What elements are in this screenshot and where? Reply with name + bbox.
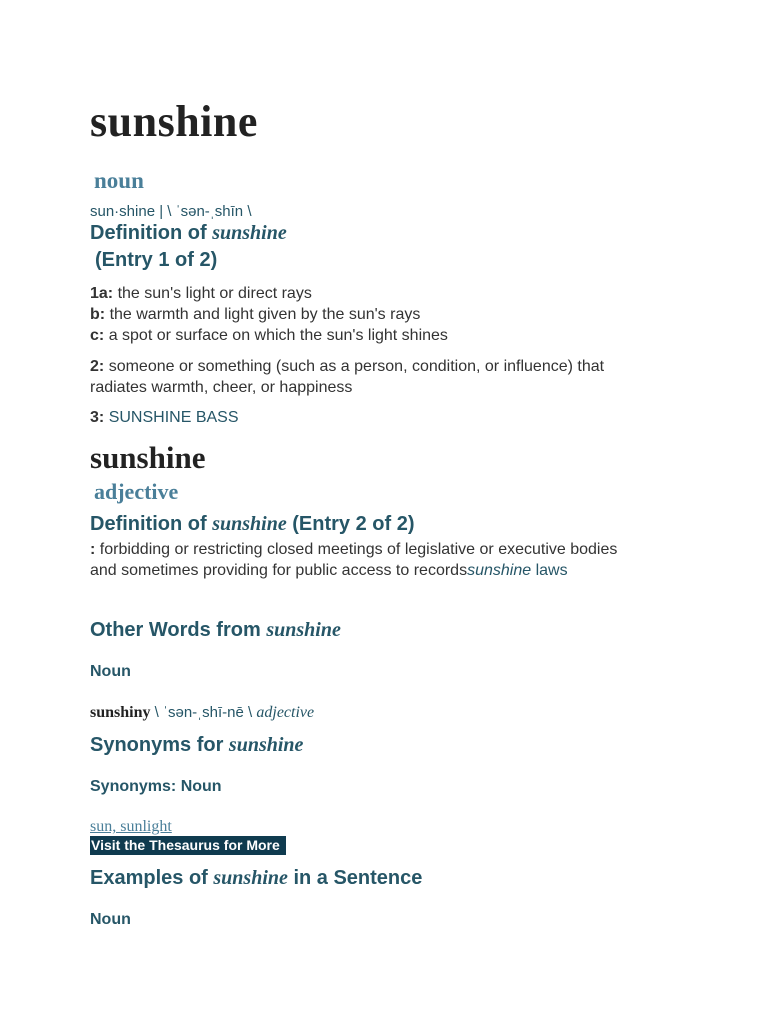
sense-1c	[90, 325, 448, 346]
sense-text: the sun's light or direct rays	[117, 285, 312, 302]
sense-num: 2:	[90, 358, 105, 375]
other-words-heading	[90, 619, 341, 642]
definition-label: Definition of	[90, 222, 207, 244]
adjective-definition	[90, 539, 617, 581]
sense-list	[90, 283, 448, 346]
syllables: sun·shine	[90, 203, 156, 220]
example-rest: laws	[535, 562, 568, 579]
examples-heading	[90, 867, 422, 890]
sense-1b	[90, 304, 448, 325]
sense-num: b:	[90, 306, 106, 323]
entry-number-2: (Entry 2 of 2)	[292, 513, 415, 535]
sense-text: a spot or surface on which the sun's light shines	[108, 327, 448, 344]
sense-2	[90, 356, 604, 398]
derived-word-line	[90, 704, 314, 722]
sense-text: someone or something (such as a person, condition, or influence) that	[108, 358, 605, 375]
headword: sunshine	[90, 97, 258, 146]
derived-pronunciation[interactable]: \ ˈsən-ˌshī-nē \	[154, 704, 253, 721]
thesaurus-button[interactable]: Visit the Thesaurus for More	[90, 836, 286, 855]
example-word: sunshine	[467, 562, 532, 579]
entry-number-1: (Entry 1 of 2)	[95, 249, 218, 271]
other-words-label: Other Words from	[90, 619, 261, 641]
sense-1a	[90, 283, 448, 304]
adjective-def-line-1	[90, 539, 617, 560]
sunshine-bass-link[interactable]: SUNSHINE BASS	[108, 409, 239, 426]
examples-pos-label: Noun	[90, 911, 131, 928]
pronunciation[interactable]: \ ˈsən-ˌshīn \	[167, 203, 252, 220]
synonyms-pos-label: Synonyms: Noun	[90, 778, 222, 795]
definition-word: sunshine	[212, 222, 287, 244]
other-words-pos-label: Noun	[90, 663, 131, 680]
definition-label: Definition of	[90, 513, 207, 535]
def-text: forbidding or restricting closed meetings of legislative or executive bodies	[99, 541, 618, 558]
sense-num: 3:	[90, 409, 105, 426]
sense-text: the warmth and light given by the sun's rays	[109, 306, 421, 323]
def-text: and sometimes providing for public access to records	[90, 562, 468, 579]
sense-2-line-1	[90, 356, 604, 377]
definition-heading-entry-1	[90, 222, 287, 245]
headword-2: sunshine	[90, 440, 206, 475]
adjective-def-line-2	[90, 560, 617, 581]
synonyms-word: sunshine	[228, 734, 304, 756]
examples-label: Examples of	[90, 867, 208, 889]
examples-word: sunshine	[213, 867, 288, 889]
examples-label-end: in a Sentence	[293, 867, 423, 889]
sense-num: 1a:	[90, 285, 114, 302]
sense-num: c:	[90, 327, 105, 344]
part-of-speech-noun: noun	[94, 168, 144, 193]
part-of-speech-adjective: adjective	[94, 479, 179, 504]
synonyms-label: Synonyms for	[90, 734, 224, 756]
other-words-word: sunshine	[266, 619, 341, 641]
definition-heading-entry-2	[90, 513, 415, 536]
pronunciation-line	[90, 203, 252, 220]
synonyms-heading	[90, 734, 303, 757]
derived-word: sunshiny	[90, 704, 151, 721]
definition-word: sunshine	[212, 513, 287, 535]
def-colon: :	[90, 541, 96, 558]
synonym-list[interactable]: sun, sunlight	[90, 818, 172, 835]
sense-2-line-2: radiates warmth, cheer, or happiness	[90, 379, 353, 396]
derived-pos: adjective	[256, 704, 315, 721]
sense-3	[90, 409, 239, 427]
separator: |	[159, 203, 164, 220]
